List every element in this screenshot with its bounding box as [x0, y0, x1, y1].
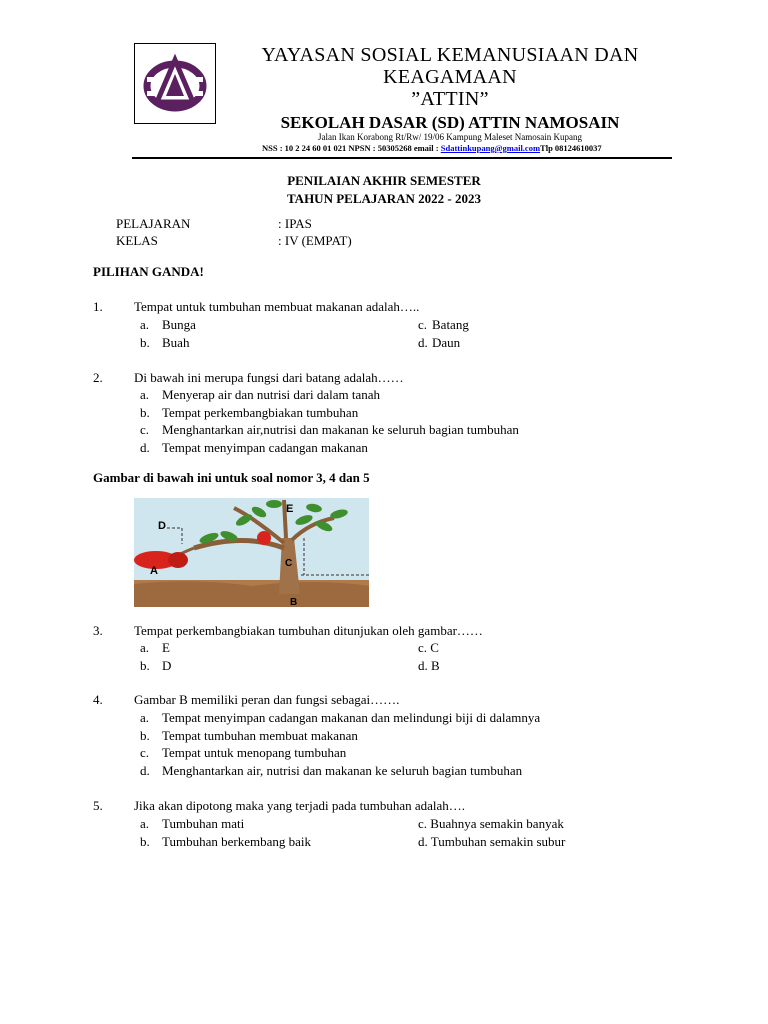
subject-value: : IPAS [278, 216, 312, 231]
question-text: Di bawah ini merupa fungsi dari batang adalah…… [134, 370, 404, 385]
option-text: Tempat menyimpan cadangan makanan dan melindungi biji di dalamnya [162, 710, 541, 725]
option-text: Menghantarkan air, nutrisi dan makanan ke seluruh bagian tumbuhan [162, 763, 523, 778]
option-text: Buah [162, 335, 190, 350]
option-text: E [162, 640, 170, 655]
exam-year: TAHUN PELAJARAN 2022 - 2023 [286, 191, 482, 206]
question-number: 5. [93, 798, 103, 813]
option-text: Menyerap air dan nutrisi dari dalam tanah [162, 387, 381, 402]
option-text: d. Tumbuhan semakin subur [418, 834, 566, 849]
option-letter: a. [140, 816, 150, 831]
option-letter: b. [140, 335, 150, 350]
option-letter: c. [418, 317, 428, 332]
option-text: Bunga [162, 317, 196, 332]
option-letter: c. [140, 422, 150, 437]
option-letter: a. [140, 710, 150, 725]
option-letter: b. [140, 405, 150, 420]
class-label: KELAS [116, 233, 158, 248]
question-number: 1. [93, 299, 103, 314]
option-letter: b. [140, 834, 150, 849]
email-link[interactable]: Sdattinkupang@gmail.com [440, 143, 541, 153]
option-letter: b. [140, 728, 150, 743]
question-number: 4. [93, 692, 103, 707]
diagram-label-e: E [286, 503, 294, 515]
picture-note: Gambar di bawah ini untuk soal nomor 3, 4 dan 5 [93, 470, 370, 485]
foundation-name-line1: YAYASAN SOSIAL KEMANUSIAAN DAN [261, 44, 639, 66]
logo-emblem-icon [135, 44, 215, 123]
option-text: c. C [418, 640, 439, 655]
diagram-label-b: B [290, 597, 298, 607]
question-text: Gambar B memiliki peran dan fungsi sebagai……. [134, 692, 400, 707]
option-text: Menghantarkan air,nutrisi dan makanan ke seluruh bagian tumbuhan [162, 422, 519, 437]
foundation-name-line2: KEAGAMAAN [383, 66, 517, 88]
option-text: Tumbuhan mati [162, 816, 245, 831]
option-text: D [162, 658, 172, 673]
option-text: Tempat perkembangbiakan tumbuhan [162, 405, 359, 420]
school-name: SEKOLAH DASAR (SD) ATTIN NAMOSAIN [280, 113, 620, 132]
option-text: Tempat untuk menopang tumbuhan [162, 745, 347, 760]
diagram-label-c: C [285, 558, 293, 569]
exam-title: PENILAIAN AKHIR SEMESTER [287, 173, 481, 188]
school-address: Jalan Ikan Korabong Rt/Rw/ 19/06 Kampung Maleset Namosain Kupang [318, 132, 582, 142]
header-divider [132, 157, 672, 159]
option-text: Tempat menyimpan cadangan makanan [162, 440, 368, 455]
option-letter: d. [418, 335, 428, 350]
option-letter: c. [140, 745, 150, 760]
nss-npsn: NSS : 10 2 24 60 01 021 NPSN : 50305268 email : [262, 143, 441, 153]
option-letter: b. [140, 658, 150, 673]
question-number: 2. [93, 370, 103, 385]
option-text: d. B [418, 658, 440, 673]
question-text: Tempat untuk tumbuhan membuat makanan adalah….. [134, 299, 420, 314]
option-text: Batang [432, 317, 469, 332]
school-contact [262, 143, 662, 153]
option-letter: a. [140, 317, 150, 332]
option-letter: a. [140, 640, 150, 655]
class-value: : IV (EMPAT) [278, 233, 352, 248]
option-text: Tempat tumbuhan membuat makanan [162, 728, 358, 743]
diagram-label-a: A [150, 565, 158, 577]
subject-label: PELAJARAN [116, 216, 191, 231]
option-letter: d. [140, 763, 150, 778]
diagram-label-d: D [158, 520, 166, 532]
school-logo [134, 43, 216, 124]
question-text: Jika akan dipotong maka yang terjadi pada tumbuhan adalah…. [134, 798, 466, 813]
plant-diagram [134, 498, 369, 607]
question-text: Tempat perkembangbiakan tumbuhan ditunjukan oleh gambar…… [134, 623, 483, 638]
phone: Tlp 08124610037 [540, 143, 602, 153]
option-text: Daun [432, 335, 461, 350]
question-number: 3. [93, 623, 103, 638]
foundation-name-line3: ”ATTIN” [411, 88, 489, 110]
option-letter: d. [140, 440, 150, 455]
section-title: PILIHAN GANDA! [93, 264, 204, 279]
option-text: Tumbuhan berkembang baik [162, 834, 311, 849]
option-letter: a. [140, 387, 150, 402]
option-text: c. Buahnya semakin banyak [418, 816, 564, 831]
